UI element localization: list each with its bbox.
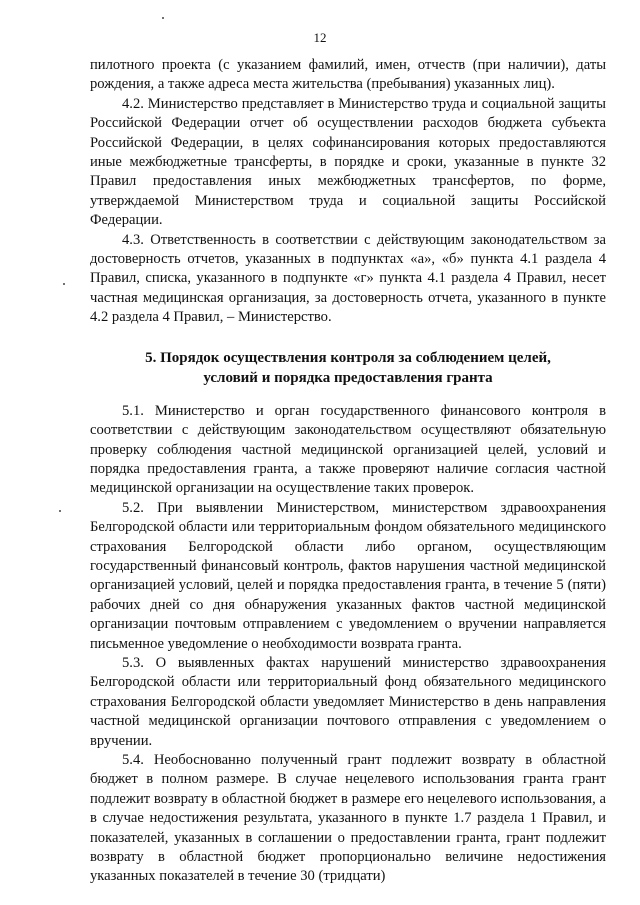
- paragraphs-after-section: [90, 402, 606, 887]
- scan-speck: [59, 510, 61, 512]
- paragraph: 4.2. Министерство представляет в Министерство труда и социальной защиты Российской Федерации отчет об осуществлении расходов бюджета субъекта Российской Федерации, в целях софинансирования которых предоставляются иные межбюджетные трансферты, в порядке и сроки, указанные в пункте 32 Правил предоставления иных межбюджетных трансфертов, по форме, утверждаемой Министерством труда и социальной защиты Российской Федерации.: [90, 95, 606, 229]
- document-body: [90, 56, 606, 887]
- paragraph: 5.4. Необоснованно полученный грант подлежит возврату в областной бюджет в полном размере. В случае нецелевого использования гранта грант подлежит возврату в областной бюджет в размере его нецелевого использования, а в случае недостижения результата, указанного в пункте 1.7 раздела 1 Правил, и показателей, указанных в соглашении о предоставлении гранта, грант подлежит возврату в областной бюджет пропорционально величине недостижения указанных показателей в течение 30 (тридцати): [90, 752, 606, 885]
- page-number: 12: [313, 30, 327, 45]
- scan-speck: [63, 283, 65, 285]
- scan-speck: [162, 17, 164, 19]
- section-title-line-1: 5. Порядок осуществления контроля за соблюдением целей,: [145, 349, 551, 366]
- paragraph: 5.1. Министерство и орган государственного финансового контроля в соответствии с действующим законодательством осуществляют обязательную проверку соблюдения частной медицинской организацией целей, условий и порядка предоставления гранта, а также проверяют наличие согласия частной медицинской организации на осуществление таких проверок.: [90, 402, 606, 497]
- paragraph: 5.3. О выявленных фактах нарушений министерство здравоохранения Белгородской области или территориальный фонд обязательного медицинского страхования Белгородской области уведомляет Министерство в день направления частной медицинской организации почтового отправления с уведомлением о вручении.: [90, 654, 606, 749]
- section-title-line-2: условий и порядка предоставления гранта: [203, 369, 493, 386]
- paragraphs-before-section: [90, 56, 606, 328]
- paragraph: 4.3. Ответственность в соответствии с действующим законодательством за достоверность отчетов, указанных в подпунктах «а», «б» пункта 4.1 раздела 4 Правил, списка, указанного в подпункте «г» пункта 4.1 раздела 4 Правил, несет частная медицинская организация, за достоверность отчета, указанного в пункте 4.2 раздела 4 Правил, – Министерство.: [90, 231, 606, 326]
- section-title: [90, 348, 606, 388]
- paragraph: пилотного проекта (с указанием фамилий, имен, отчеств (при наличии), даты рождения, а также адреса места жительства (пребывания) указанных лиц).: [90, 57, 606, 93]
- paragraph: 5.2. При выявлении Министерством, министерством здравоохранения Белгородской области или территориальным фондом обязательного медицинского страхования Белгородской области либо органом, осуществляющим государственный финансовый контроль, фактов нарушения частной медицинской организацией условий, целей и порядка предоставления гранта, в течение 5 (пяти) рабочих дней со дня обнаружения указанных фактов частной медицинской организации почтовым отправлением с уведомлением о вручении направляется письменное уведомление о необходимости возврата гранта.: [90, 499, 606, 652]
